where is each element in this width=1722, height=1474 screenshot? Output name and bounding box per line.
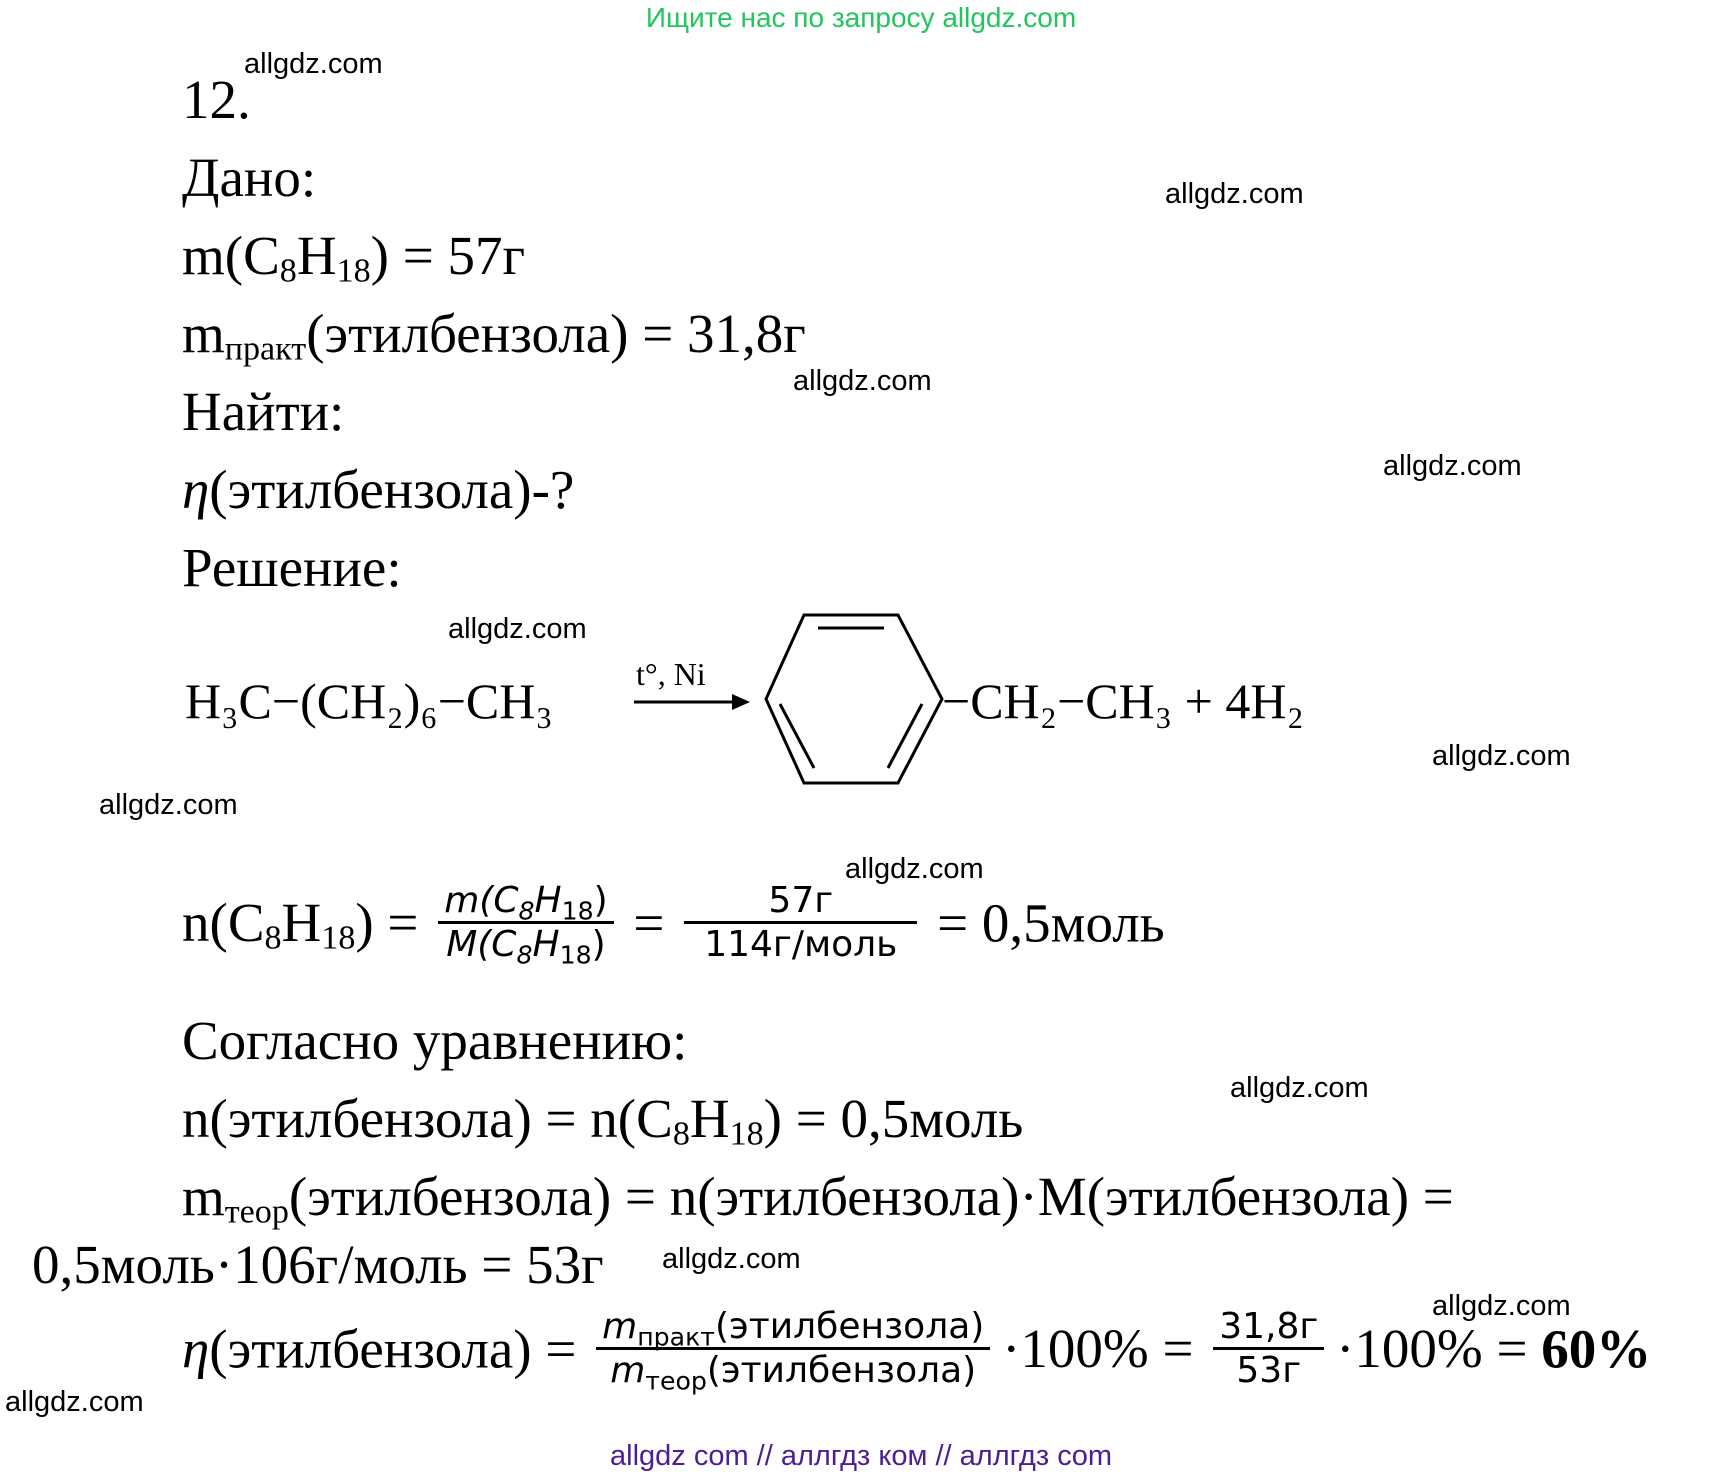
yield-numeric-fraction: $\frac{31,8г}{53г}$ [1213,1306,1324,1392]
octane-moles-equation: $n(C_8H_{18})$ = $\frac{m(C_8H_{18})}{M(C_8H_{18})}$ = $\frac{57г}{\text{114г/моль}}$ = 0,5моль [182,880,1165,970]
yield-equation: η(этилбензола) = $\frac{m_{практ}(этилбензола)}{m_{теор}(этилбензола)}$ ·100% = $\frac{31,8г}{53г}$ ·100% = 60% [182,1306,1652,1396]
find-yield: η(этилбензола)-? [182,459,575,520]
reaction-arrow [632,690,754,714]
reaction-product-chain: −CH₂−CH₃ + 4H₂ [942,673,1304,729]
task-number: 12. [182,69,251,130]
top-banner: Ищите нас по запросу allgdz.com [645,2,1077,33]
ethylbenzene-moles: n(этилбензола) = $n(C_8H_{18})$ = 0,5моль [182,1088,1024,1153]
according-heading: Согласно уравнению: [182,1010,688,1071]
given-title: Дано: [182,147,317,208]
yield-symbolic-fraction: $\frac{m_{практ}(этилбензола)}{m_{теор}(этилбензола)}$ [596,1306,990,1392]
given-octane-mass: $m(C_8H_{18}) = 57г$ [182,225,526,290]
reaction-conditions: t°, Ni [636,656,706,692]
watermark: allgdz.com [793,365,932,397]
yield-answer: 60% [1541,1318,1652,1380]
watermark: allgdz.com [1432,1290,1571,1322]
watermark: allgdz.com [1165,178,1304,210]
find-title: Найти: [182,381,345,442]
watermark: allgdz.com [244,48,383,80]
benzene-ring [760,608,950,790]
watermark: allgdz.com [845,853,984,885]
watermark: allgdz.com [1432,740,1571,772]
watermark: allgdz.com [1383,450,1522,482]
watermark: allgdz.com [99,789,238,821]
theoretical-mass-line2: 0,5моль·106г/моль = 53г [32,1234,604,1295]
octane-numeric-fraction: $\frac{57г}{\text{114г/моль}}$ [684,880,917,966]
footer-watermark: allgdz com // аллгдз ком // аллгдз com [610,1440,1112,1472]
solution-title: Решение: [182,537,402,598]
watermark: allgdz.com [5,1386,144,1418]
theoretical-mass-line1: $m_{теор}(этилбензола)$ = n(этилбензола)·M(этилбензола) = [182,1166,1454,1231]
octane-mass-over-molar-mass: $\frac{m(C_8H_{18})}{M(C_8H_{18})}$ [438,880,613,966]
watermark: allgdz.com [448,613,587,645]
given-practical-mass: $m_{практ}(этилбензола) = 31,8г$ [182,303,806,368]
watermark: allgdz.com [1230,1072,1369,1104]
reaction-reactant: H₃C−(CH₂)₆−CH₃ [185,673,553,729]
watermark: allgdz.com [662,1243,801,1275]
